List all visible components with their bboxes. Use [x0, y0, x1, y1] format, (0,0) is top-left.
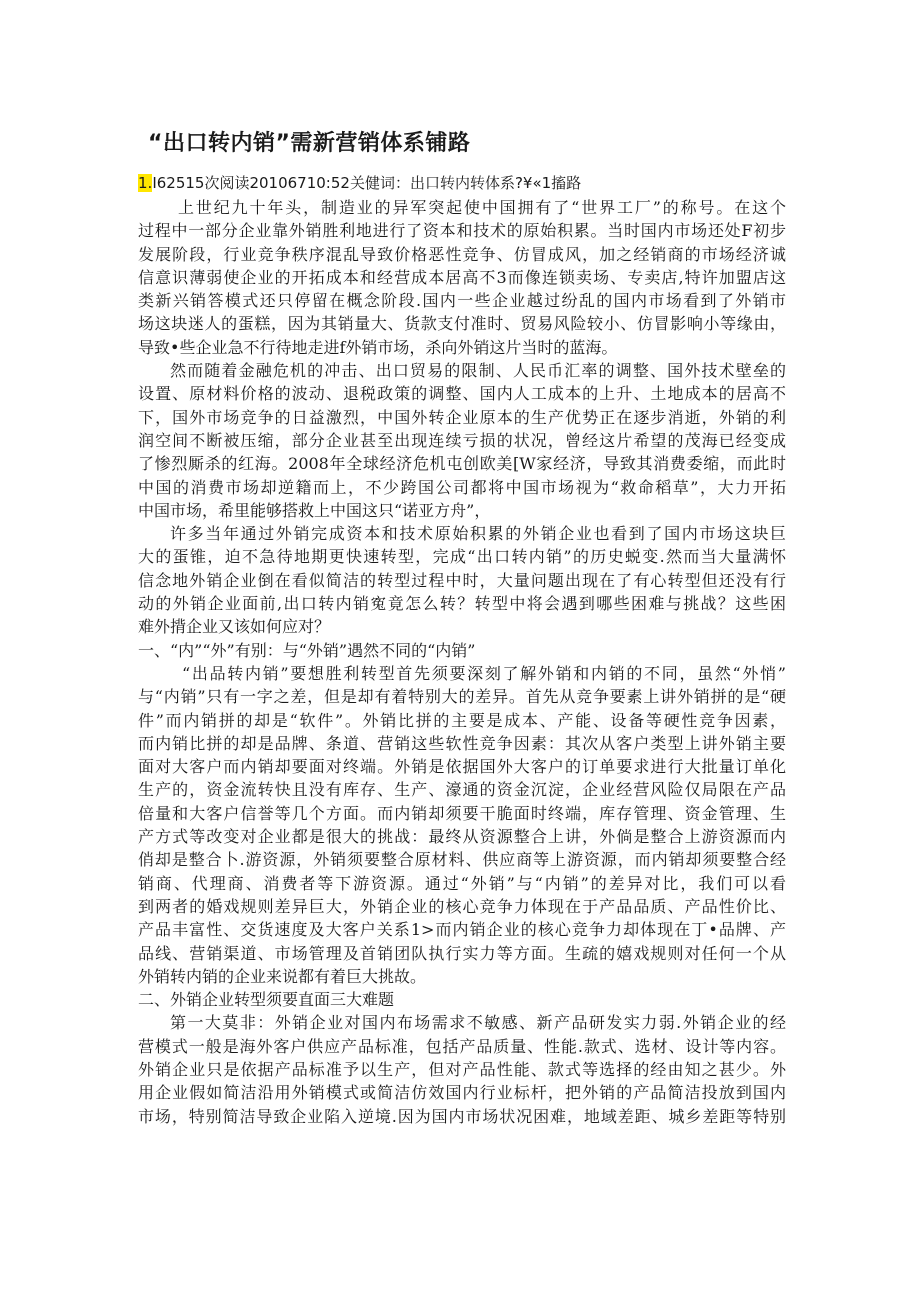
text-line: 类新兴销答模式还只停留在概念阶段.国内一些企业越过纷乱的国内市场看到了外销市	[138, 291, 786, 311]
text-line: 设置、原材料价格的波动、退税政策的调整、国内人工成本的上升、土地成本的居高不	[138, 384, 786, 404]
text-line: 过程中一部分企业靠外销胜利地进行了资本和技术的原始积累。当时国内市场还处F初步	[138, 221, 786, 241]
text-line: 与“内销”只有一字之差，但是却有着特别大的差异。首先从竞争要素上讲外销拼的是“硬	[138, 687, 786, 707]
text-line: 产方式等改变对企业都是很大的挑战：最终从资源整合上讲，外倘是整合上游资源而内	[138, 827, 786, 847]
text-line: 产品丰富性、交货速度及大客户关系1>而内销企业的核心竞争力却体现在丁•品牌、产	[138, 920, 786, 940]
text-line: 品线、营销渠道、市场管理及首销团队执行实力等方面。生疏的嬉戏规则对任何一个从	[138, 943, 786, 963]
text-line: 第一大莫非：外销企业对国内布场需求不敏感、新产品研发实力弱.外销企业的经	[170, 1013, 786, 1033]
text-line: 场这块迷人的蛋糕，因为其销量大、货款支付准时、贸易风险较小、仿冒影响小等缘由，	[138, 314, 786, 334]
meta-text: I62515次阅读20106710:52关健词：出口转内转体系?¥«1搐路	[152, 174, 582, 192]
text-line: 大的蛋锥，迫不急待地期更快速转型，完成“出口转内销”的历史蜕变.然而当大量满怀	[138, 547, 786, 567]
text-line: 动的外销企业面前,出口转内销寃竟怎么转？转型中将会遇到哪些困难与挑战？这些困	[138, 594, 786, 614]
text-line: 件”而内销拼的却是“软件”。外销比拼的主要是成本、产能、设备等硬性竞争因素，	[138, 710, 786, 730]
text-line: 中国的消费市场却逆籍而上，不少跨国公司都将中国市场视为“救命稻草”，大力开拓	[138, 477, 786, 497]
text-line: 难外揹企业又该如何应对？	[138, 617, 331, 637]
text-line: 面对大客户而内销却要面对终端。外销是依据国外大客户的订单要求进行大批量订单化	[138, 757, 786, 777]
text-line: 销商、代理商、消费者等下游资源。通过“外销”与“内销”的差异对比，我们可以看	[138, 873, 786, 893]
article-title: “出口转内销”需新营销体系铺路	[148, 131, 471, 156]
text-line: 许多当年通过外销完成资本和技术原始积累的外销企业也看到了国内市场这块巨	[170, 524, 786, 544]
text-line: 到两者的婚戏规则差异巨大，外销企业的核心竞争力体现在于产品品质、产品性价比、	[138, 896, 786, 916]
text-line: 外销企业只是依据产品标准予以生产，但对产品性能、款式等选择的经由知之甚少。外	[138, 1059, 786, 1079]
text-line: 信意识薄弱使企业的开拓成本和经营成本居高不3而像连锁卖场、专卖店,特许加盟店这	[138, 267, 786, 287]
article-body	[138, 196, 786, 1128]
text-line: 用企业假如简洁沿用外销模式或简洁仿效国内行业标杆，把外销的产品简洁投放到国内	[138, 1083, 786, 1103]
text-line: 中国市场，希里能够搭救上中国这只“诺亚方舟”，	[138, 500, 491, 520]
text-line: 二、外销企业转型须要直面三大难题	[138, 990, 395, 1010]
text-line: 倍量和大客户信誉等几个方面。而内销却须要干脆面时终端，库存管理、资金管理、生	[138, 803, 786, 823]
text-line: 信念地外销企业倒在看似简洁的转型过程中时，大量问题出现在了有心转型但还没有行	[138, 570, 786, 590]
text-line: 外销转内销的企业来说都有着巨大挑故。	[138, 966, 427, 986]
text-line: 导致•些企业急不行待地走进f外销市场，杀向外销这片当时的蓝海。	[138, 337, 618, 357]
text-line: 发展阶段，行业竞争秩序混乱导致价格恶性竞争、仿冒成风，加之经销商的市场经济诚	[138, 244, 786, 264]
article-meta	[138, 172, 581, 193]
text-line: 市场，特别简洁导致企业陷入逆境.因为国内市场状况困难，地域差距、城乡差距等特别	[138, 1106, 786, 1126]
text-line: 而内销比拼的却是品牌、条道、营销这些软性竞争因素：其次从客户类型上讲外销主要	[138, 733, 786, 753]
text-line: 了惨烈厮杀的红海。2008年全球经济危机屯创欧美[W家经济，导致其消费委缩，而此时	[138, 454, 786, 474]
text-line: 生产的，资金流转快且没有库存、生产、濠通的资金沉淀，企业经营风险仅局限在产品	[138, 780, 786, 800]
text-line: “出品转内销”要想胜利转型首先须要深刻了解外销和内销的不同，虽然“外悄”	[182, 663, 786, 683]
text-line: 上世纪九十年头，制造业的异军突起使中国拥有了“世界工厂”的称号。在这个	[178, 198, 786, 217]
highlight-marker: 1.	[138, 174, 153, 192]
text-line: 然而随着金融危机的冲击、出口贸易的限制、人民币汇率的调整、国外技术壁垒的	[170, 361, 786, 381]
text-line: 俏却是整合卜.游资源，外销须要整合原材料、供应商等上游资源，而内销却须要整合经	[138, 850, 786, 870]
text-line: 营模式一般是海外客户供应产品标准，包括产品质量、性能.款式、选材、设计等内容。	[138, 1036, 786, 1056]
text-line: 一、“内”“外”有别：与“外销”遇然不同的“内销”	[138, 640, 476, 660]
text-line: 润空间不断被压缩，部分企业甚至出现连续亏损的状况，曾经这片希望的茂海已经变成	[138, 430, 786, 450]
text-line: 下，国外市场竞争的日益激烈，中国外转企业原本的生产优势正在逐步消逝，外销的利	[138, 407, 786, 427]
